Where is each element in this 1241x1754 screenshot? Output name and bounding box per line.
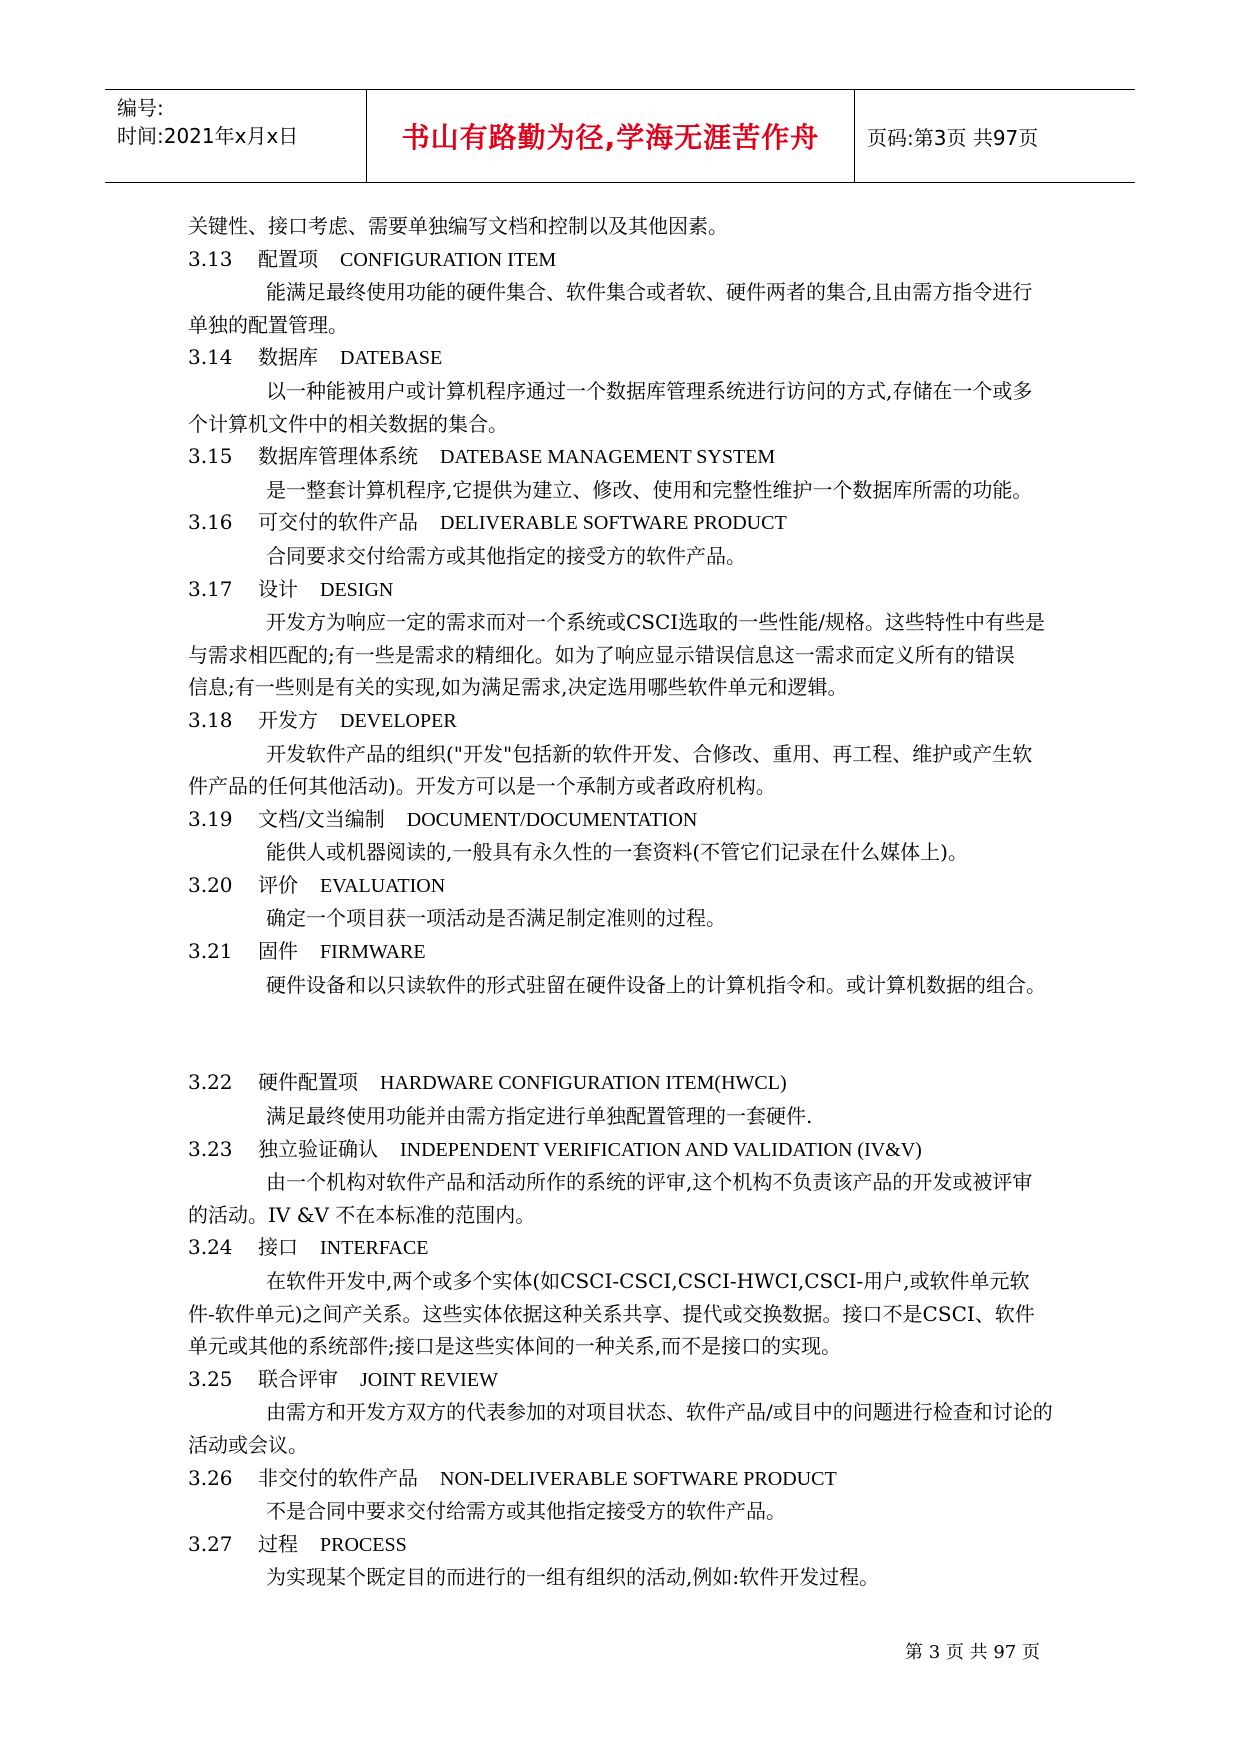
term-english: HARDWARE CONFIGURATION ITEM(HWCL) <box>380 1072 787 1095</box>
paragraph-line: 与需求相匹配的;有一些是需求的精细化。如为了响应显示错误信息这一需求而定义所有的错误 <box>188 642 1015 667</box>
definition-line: 以一种能被用户或计算机程序通过一个数据库管理系统进行访问的方式,存储在一个或多 <box>266 378 1033 403</box>
term-chinese: 非交付的软件产品 <box>258 1465 418 1490</box>
term-heading <box>188 803 1133 837</box>
term-chinese: 联合评审 <box>258 1366 338 1391</box>
definition-line: 能满足最终使用功能的硬件集合、软件集合或者软、硬件两者的集合,且由需方指令进行 <box>266 280 1033 305</box>
definition-line: 开发方为响应一定的需求而对一个系统或CSCI选取的一些性能/规格。这些特性中有些是 <box>266 610 1045 635</box>
term-number: 3.16 <box>188 510 233 535</box>
term-chinese: 数据库管理体系统 <box>258 444 418 469</box>
term-english: CONFIGURATION ITEM <box>340 248 557 271</box>
definition-line: 能供人或机器阅读的,一般具有永久性的一套资料(不管它们记录在什么媒体上)。 <box>266 840 968 865</box>
definition-line: 确定一个项目获一项活动是否满足制定准则的过程。 <box>266 906 726 931</box>
header-page-number: 页码:第3页 共97页 <box>867 125 1039 150</box>
blank-line <box>188 1001 1133 1034</box>
paragraph-line: 单元或其他的系统部件;接口是这些实体间的一种关系,而不是接口的实现。 <box>188 1334 842 1359</box>
term-chinese: 设计 <box>258 576 298 601</box>
term-heading <box>188 341 1133 375</box>
term-number: 3.13 <box>188 246 233 271</box>
term-heading <box>188 1133 1133 1167</box>
paragraph-line: 件-软件单元)之间产关系。这些实体依据这种关系共享、提代或交换数据。接口不是CSCI、软件 <box>188 1301 1035 1326</box>
document-code-label: 编号: <box>117 96 164 120</box>
term-number: 3.25 <box>188 1366 233 1391</box>
term-english: DESIGN <box>320 578 394 601</box>
term-number: 3.18 <box>188 707 233 732</box>
term-heading <box>188 243 1133 277</box>
definition-line: 硬件设备和以只读软件的形式驻留在硬件设备上的计算机指令和。或计算机数据的组合。 <box>266 972 1046 997</box>
term-heading <box>188 440 1133 474</box>
term-number: 3.23 <box>188 1136 233 1161</box>
term-number: 3.14 <box>188 345 233 370</box>
term-chinese: 硬件配置项 <box>258 1070 358 1095</box>
footer-page-number: 第 3 页 共 97 页 <box>905 1642 1040 1663</box>
paragraph-line: 关键性、接口考虑、需要单独编写文档和控制以及其他因素。 <box>188 214 728 238</box>
term-number: 3.15 <box>188 444 233 469</box>
term-heading <box>188 1231 1133 1265</box>
term-english: DATEBASE MANAGEMENT SYSTEM <box>440 446 776 469</box>
term-chinese: 文档/文当编制 <box>258 806 385 831</box>
definition-line: 在软件开发中,两个或多个实体(如CSCI-CSCI,CSCI-HWCI,CSCI-用户,或软件单元软 <box>266 1269 1030 1293</box>
term-chinese: 固件 <box>258 939 298 964</box>
term-chinese: 过程 <box>258 1531 298 1556</box>
term-heading <box>188 704 1133 738</box>
term-heading <box>188 1528 1133 1562</box>
term-english: NON-DELIVERABLE SOFTWARE PRODUCT <box>440 1467 837 1490</box>
header-left-cell <box>105 90 367 182</box>
paragraph-line: 个计算机文件中的相关数据的集合。 <box>188 411 508 436</box>
paragraph-line: 信息;有一些则是有关的实现,如为满足需求,决定选用哪些软件单元和逻辑。 <box>188 675 848 700</box>
definition-line: 合同要求交付给需方或其他指定的接受方的软件产品。 <box>266 543 746 568</box>
term-english: INTERFACE <box>320 1237 429 1260</box>
term-heading <box>188 935 1133 969</box>
term-chinese: 接口 <box>258 1235 298 1260</box>
header-motto-cell <box>367 90 855 182</box>
term-number: 3.20 <box>188 872 233 897</box>
definition-line: 由一个机构对软件产品和活动所作的系统的评审,这个机构不负责该产品的开发或被评审 <box>266 1170 1033 1195</box>
definition-line: 不是合同中要求交付给需方或其他指定接受方的软件产品。 <box>266 1499 786 1524</box>
term-chinese: 配置项 <box>258 246 318 271</box>
paragraph-line: 单独的配置管理。 <box>188 312 348 337</box>
term-chinese: 数据库 <box>258 345 318 370</box>
term-english: PROCESS <box>320 1533 407 1556</box>
term-heading <box>188 573 1133 607</box>
term-english: DELIVERABLE SOFTWARE PRODUCT <box>440 512 787 535</box>
term-heading <box>188 506 1133 540</box>
blank-line <box>188 1034 1133 1067</box>
page-header <box>105 89 1135 183</box>
paragraph-line: 件产品的任何其他活动)。开发方可以是一个承制方或者政府机构。 <box>188 774 776 799</box>
term-number: 3.19 <box>188 806 233 831</box>
term-english: DATEBASE <box>340 347 443 370</box>
term-number: 3.17 <box>188 576 233 601</box>
term-number: 3.21 <box>188 939 233 964</box>
term-chinese: 独立验证确认 <box>258 1136 378 1161</box>
term-english: FIRMWARE <box>320 941 426 964</box>
definition-line: 为实现某个既定目的而进行的一组有组织的活动,例如:软件开发过程。 <box>266 1565 880 1590</box>
term-heading <box>188 1363 1133 1397</box>
term-english: DOCUMENT/DOCUMENTATION <box>406 808 698 831</box>
term-heading <box>188 1462 1133 1496</box>
term-heading <box>188 1066 1133 1100</box>
definition-line: 是一整套计算机程序,它提供为建立、修改、使用和完整性维护一个数据库所需的功能。 <box>266 477 1033 502</box>
document-time-label: 时间:2021年x月x日 <box>117 124 299 148</box>
header-motto: 书山有路勤为径,学海无涯苦作舟 <box>401 121 820 154</box>
page-footer <box>905 1638 1040 1664</box>
definition-line: 满足最终使用功能并由需方指定进行单独配置管理的一套硬件. <box>266 1104 813 1129</box>
definition-line: 开发软件产品的组织("开发"包括新的软件开发、合修改、重用、再工程、维护或产生软 <box>266 741 1033 766</box>
term-number: 3.24 <box>188 1235 233 1260</box>
term-english: INDEPENDENT VERIFICATION AND VALIDATION (IV&V) <box>400 1138 922 1161</box>
term-chinese: 可交付的软件产品 <box>258 510 418 535</box>
paragraph-line: 活动或会议。 <box>188 1432 308 1457</box>
term-english: EVALUATION <box>320 874 446 897</box>
definition-line: 由需方和开发方双方的代表参加的对项目状态、软件产品/或目中的问题进行检查和讨论的 <box>266 1400 1053 1425</box>
term-english: JOINT REVIEW <box>360 1368 498 1391</box>
term-chinese: 开发方 <box>258 707 318 732</box>
term-number: 3.22 <box>188 1070 233 1095</box>
term-number: 3.27 <box>188 1531 233 1556</box>
term-english: DEVELOPER <box>340 709 457 732</box>
term-number: 3.26 <box>188 1465 233 1490</box>
document-body <box>188 210 1133 1594</box>
paragraph-line: 的活动。IV &V 不在本标准的范围内。 <box>188 1202 536 1227</box>
header-page-cell <box>855 90 1135 182</box>
term-chinese: 评价 <box>258 872 298 897</box>
term-heading <box>188 869 1133 903</box>
